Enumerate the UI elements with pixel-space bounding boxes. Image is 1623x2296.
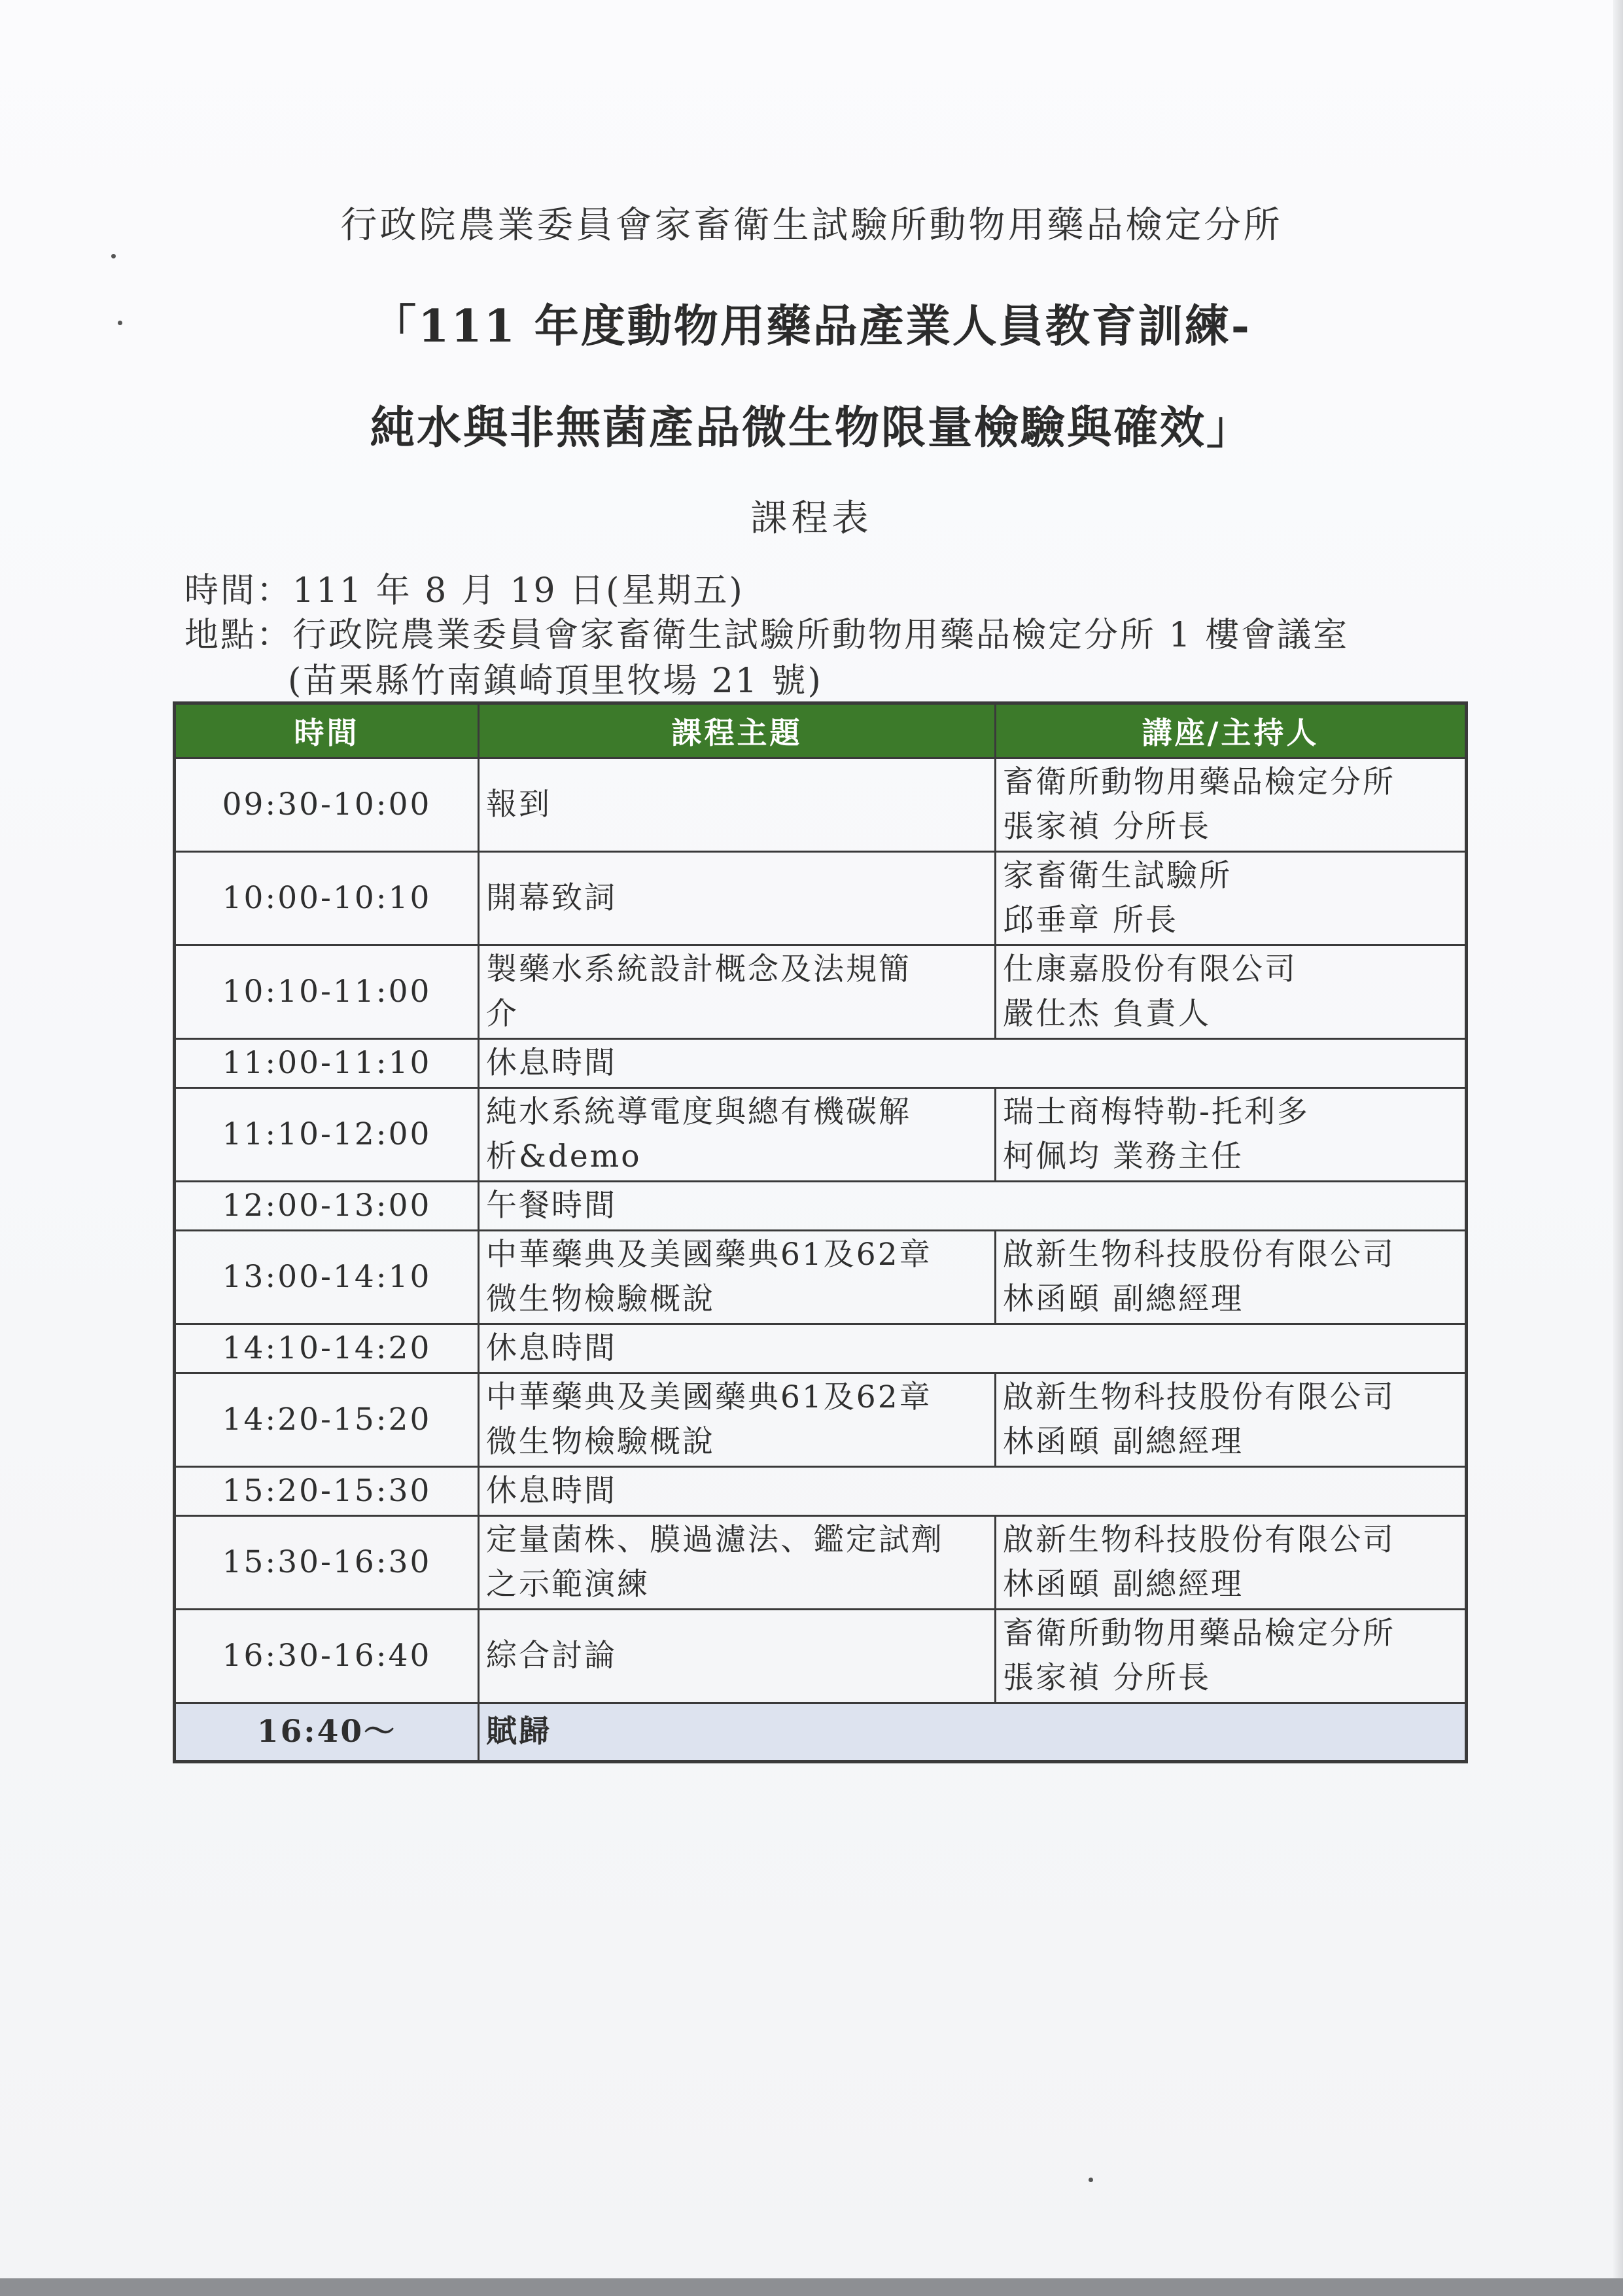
topic-line: 中華藥典及美國藥典61及62章 [486, 1379, 932, 1415]
speaker-cell [996, 852, 1467, 945]
title-line-2: 純水與非無菌產品微生物限量檢驗與確效」 [370, 402, 1253, 454]
scan-edge-bottom [0, 2278, 1623, 2296]
event-address: (苗栗縣竹南鎮崎頂里牧場 21 號) [288, 662, 823, 701]
title-line-1: 「111 年度動物用藥品產業人員教育訓練- [372, 300, 1251, 353]
time-cell: 13:00-14:10 [175, 1231, 479, 1324]
speaker-cell [996, 1516, 1467, 1610]
speaker-line: 柯佩均 業務主任 [1003, 1139, 1244, 1174]
table-row [175, 1373, 1467, 1467]
speaker-cell [996, 1231, 1467, 1324]
topic-line: 休息時間 [486, 1330, 617, 1366]
speaker-line: 畜衛所動物用藥品檢定分所 [1003, 764, 1395, 800]
speaker-cell [996, 1610, 1467, 1703]
table-row [175, 1088, 1467, 1182]
speaker-line: 邱垂章 所長 [1003, 902, 1178, 938]
topic-cell [479, 1610, 996, 1703]
speaker-cell [996, 1088, 1467, 1182]
time-cell: 11:10-12:00 [175, 1088, 479, 1182]
topic-cell [479, 1182, 1467, 1231]
header-time: 時間 [175, 703, 479, 758]
scan-speck [111, 254, 116, 258]
table-row [175, 1516, 1467, 1610]
topic-cell [479, 1373, 996, 1467]
time-cell: 14:20-15:20 [175, 1373, 479, 1467]
topic-line: 介 [486, 996, 519, 1032]
organization-heading: 行政院農業委員會家畜衛生試驗所動物用藥品檢定分所 [340, 204, 1283, 247]
scan-speck [1089, 2178, 1093, 2182]
topic-line: 析&demo [486, 1139, 642, 1174]
time-cell: 10:10-11:00 [175, 945, 479, 1039]
table-row [175, 945, 1467, 1039]
speaker-line: 張家禎 分所長 [1003, 809, 1211, 845]
speaker-line: 嚴仕杰 負責人 [1003, 996, 1211, 1032]
speaker-cell [996, 758, 1467, 852]
time-cell: 15:30-16:30 [175, 1516, 479, 1610]
time-cell: 11:00-11:10 [175, 1039, 479, 1088]
speaker-line: 林函頤 副總經理 [1003, 1424, 1244, 1460]
table-row [175, 1703, 1467, 1762]
speaker-line: 林函頤 副總經理 [1003, 1281, 1244, 1317]
table-header-row [175, 703, 1467, 758]
topic-cell [479, 852, 996, 945]
topic-cell [479, 1324, 1467, 1373]
speaker-cell [996, 945, 1467, 1039]
table-row [175, 1182, 1467, 1231]
topic-cell [479, 758, 996, 852]
topic-line: 開幕致詞 [486, 880, 617, 916]
schedule-body [175, 758, 1467, 1762]
speaker-line: 啟新生物科技股份有限公司 [1003, 1522, 1395, 1558]
topic-line: 製藥水系統設計概念及法規簡 [486, 951, 911, 987]
time-cell: 12:00-13:00 [175, 1182, 479, 1231]
time-cell: 14:10-14:20 [175, 1324, 479, 1373]
topic-cell [479, 1703, 1467, 1762]
speaker-line: 畜衛所動物用藥品檢定分所 [1003, 1616, 1395, 1651]
speaker-line: 啟新生物科技股份有限公司 [1003, 1237, 1395, 1273]
topic-line: 午餐時間 [486, 1188, 617, 1224]
header-topic: 課程主題 [479, 703, 996, 758]
topic-line: 定量菌株、膜過濾法、鑑定試劑 [486, 1522, 944, 1558]
speaker-line: 啟新生物科技股份有限公司 [1003, 1379, 1395, 1415]
topic-line: 休息時間 [486, 1045, 617, 1081]
topic-line: 休息時間 [486, 1473, 617, 1509]
topic-cell [479, 1088, 996, 1182]
topic-line: 賦歸 [486, 1714, 551, 1750]
header-speaker: 講座/主持人 [996, 703, 1467, 758]
speaker-line: 仕康嘉股份有限公司 [1003, 951, 1297, 987]
speaker-cell [996, 1373, 1467, 1467]
speaker-line: 張家禎 分所長 [1003, 1660, 1211, 1696]
topic-line: 微生物檢驗概說 [486, 1281, 715, 1317]
time-cell: 10:00-10:10 [175, 852, 479, 945]
table-row [175, 1324, 1467, 1373]
table-row [175, 1039, 1467, 1088]
speaker-line: 林函頤 副總經理 [1003, 1566, 1244, 1602]
event-time: 時間：111 年 8 月 19 日(星期五) [184, 571, 744, 610]
table-row [175, 1231, 1467, 1324]
table-row [175, 1610, 1467, 1703]
schedule-subtitle: 課程表 [750, 497, 873, 540]
time-cell: 15:20-15:30 [175, 1467, 479, 1516]
table-row [175, 852, 1467, 945]
time-cell: 09:30-10:00 [175, 758, 479, 852]
topic-line: 報到 [486, 786, 551, 822]
schedule-table [173, 701, 1468, 1763]
time-cell: 16:40～ [175, 1703, 479, 1762]
topic-line: 純水系統導電度與總有機碳解 [486, 1094, 911, 1130]
speaker-line: 瑞士商梅特勒-托利多 [1003, 1094, 1310, 1130]
table-row [175, 758, 1467, 852]
topic-cell [479, 1231, 996, 1324]
topic-line: 綜合討論 [486, 1638, 617, 1674]
speaker-line: 家畜衛生試驗所 [1003, 858, 1232, 894]
topic-line: 之示範演練 [486, 1566, 650, 1602]
topic-cell [479, 945, 996, 1039]
topic-cell [479, 1467, 1467, 1516]
event-place: 地點：行政院農業委員會家畜衛生試驗所動物用藥品檢定分所 1 樓會議室 [184, 616, 1350, 655]
topic-cell [479, 1039, 1467, 1088]
topic-line: 中華藥典及美國藥典61及62章 [486, 1237, 932, 1273]
table-row [175, 1467, 1467, 1516]
topic-cell [479, 1516, 996, 1610]
time-cell: 16:30-16:40 [175, 1610, 479, 1703]
topic-line: 微生物檢驗概說 [486, 1424, 715, 1460]
